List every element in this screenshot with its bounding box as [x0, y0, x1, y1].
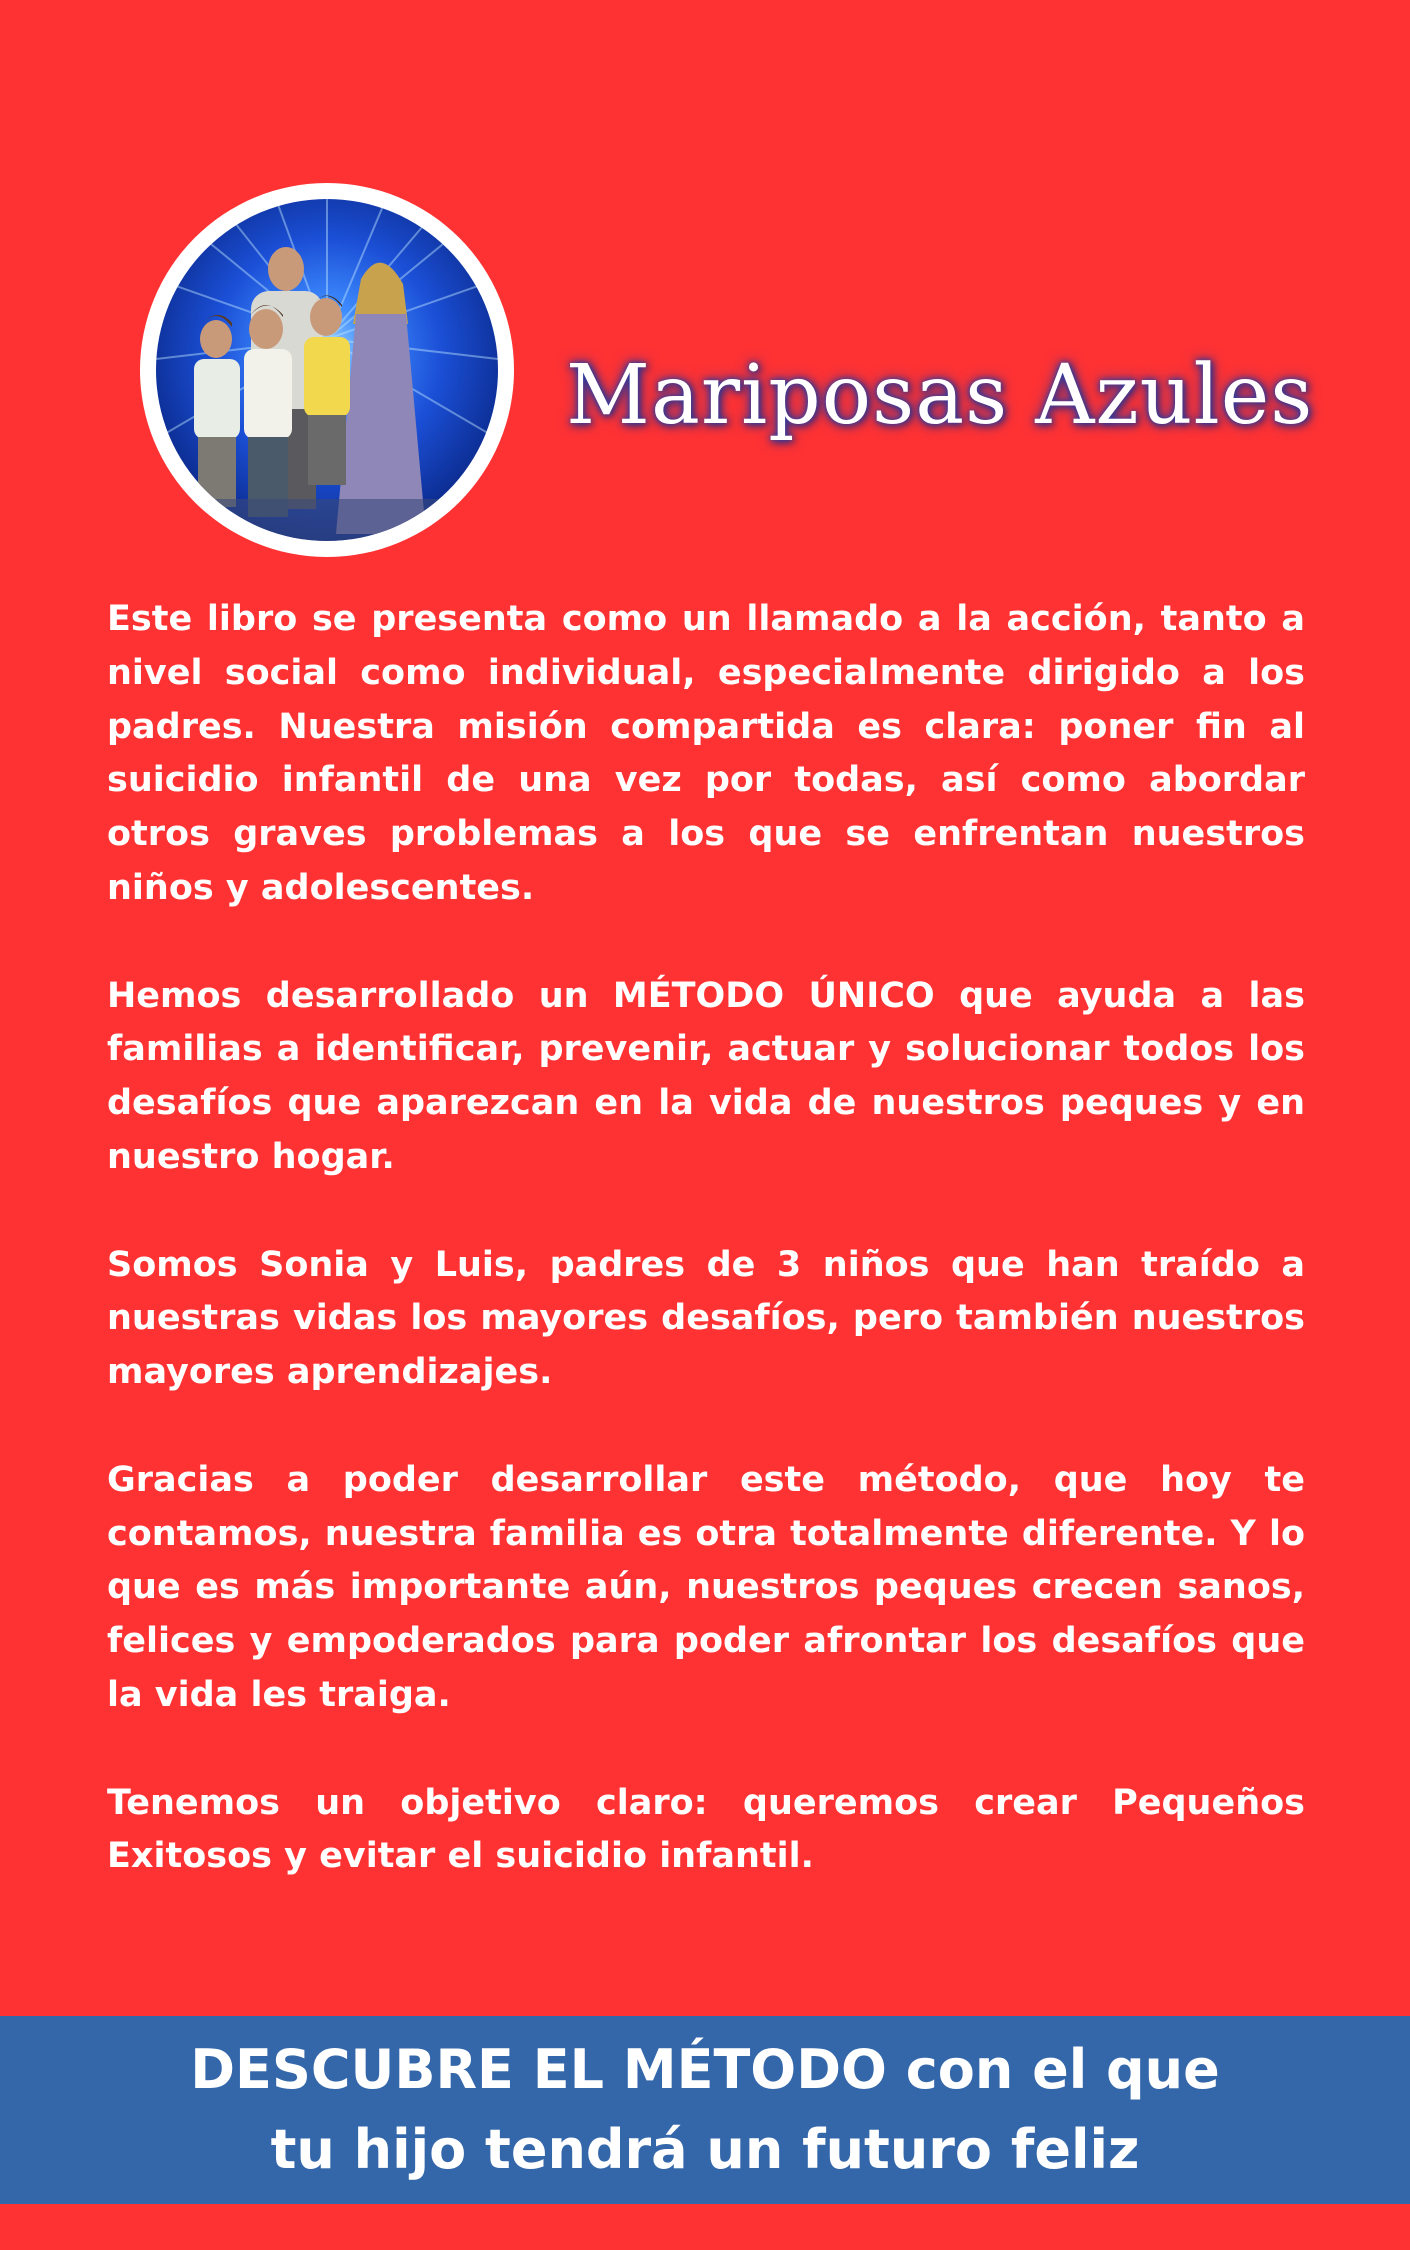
- avatar-frame: [140, 183, 514, 557]
- main-content: [107, 593, 1305, 1938]
- brand-title: Mariposas Azules: [566, 348, 1314, 443]
- paragraph-intro: Este libro se presenta como un llamado a la acción, tanto a nivel social como individual, especialmente dirigido a los padres. Nuestra misión compartida es clara: poner fin al suicidio infantil de una vez por todas, así como abordar otros graves problemas a los que se enfrentan nuestros niños y adolescentes.: [107, 599, 1305, 908]
- cta-banner[interactable]: [0, 2016, 1410, 2204]
- paragraph-results: Gracias a poder desarrollar este método, que hoy te contamos, nuestra familia es otra totalmente diferente. Y lo que es más importante aún, nuestros peques crecen sanos, felices y empoderados para poder afrontar los desafíos que la vida les traiga.: [107, 1459, 1305, 1715]
- family-photo: [156, 199, 498, 541]
- cta-line-2: tu hijo tendrá un futuro feliz: [270, 2118, 1140, 2181]
- paragraph-goal: Tenemos un objetivo claro: queremos crear Pequeños Exitosos y evitar el suicidio infantil.: [107, 1782, 1305, 1877]
- cta-line-1: DESCUBRE EL MÉTODO con el que: [190, 2038, 1220, 2101]
- paragraph-method: Hemos desarrollado un MÉTODO ÚNICO que ayuda a las familias a identificar, prevenir, actuar y solucionar todos los desafíos que aparezcan en la vida de nuestros peques y en nuestro hogar.: [107, 975, 1305, 1177]
- paragraph-about-us: Somos Sonia y Luis, padres de 3 niños que han traído a nuestras vidas los mayores desafíos, pero también nuestros mayores aprendizajes.: [107, 1244, 1305, 1393]
